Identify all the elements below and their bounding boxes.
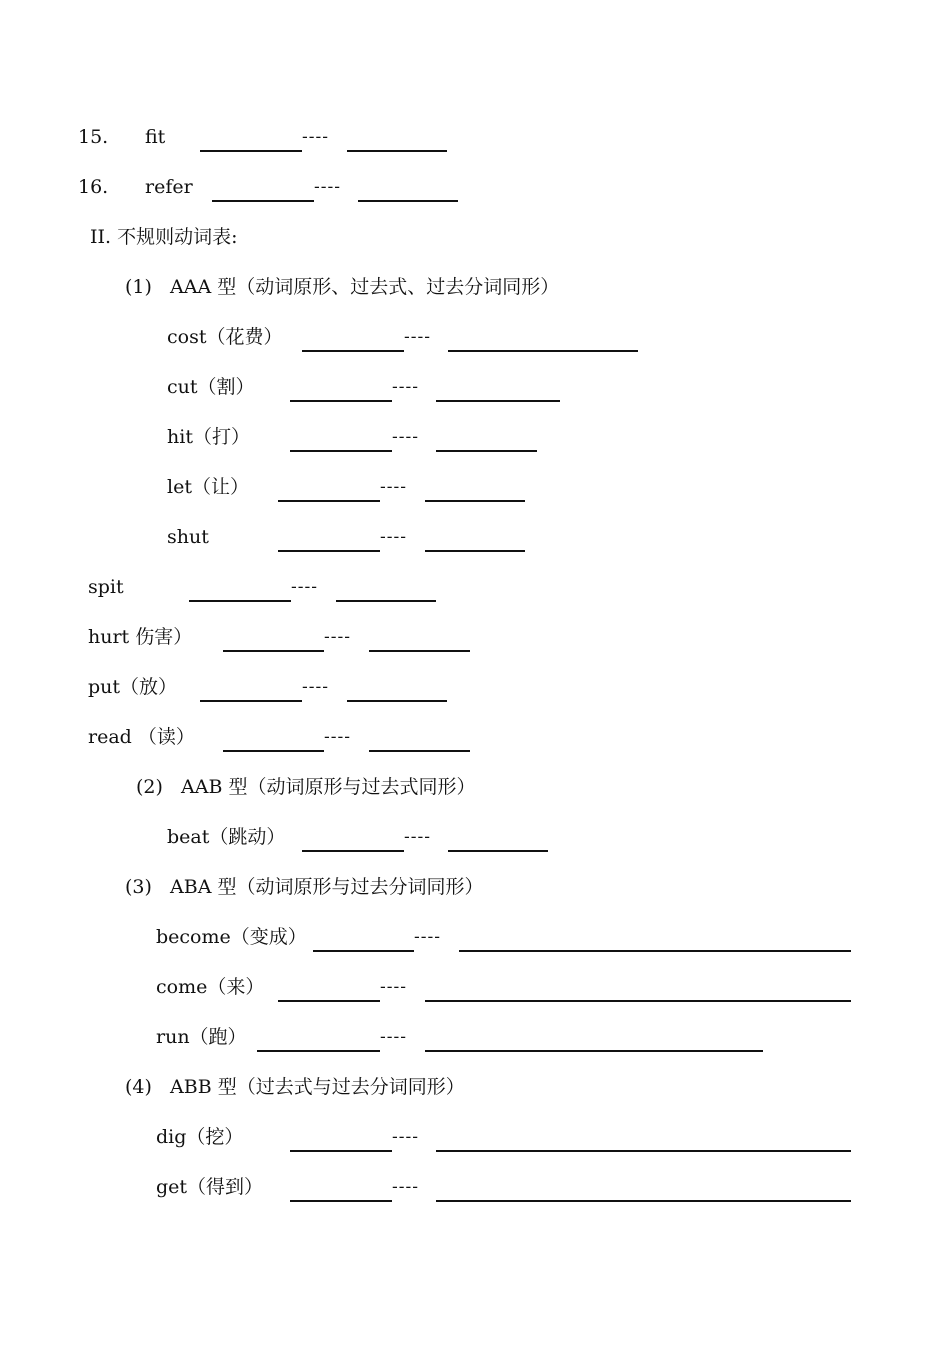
answer-blank-participle[interactable] <box>436 1200 851 1202</box>
verb-row-shut <box>0 522 950 552</box>
answer-blank-past[interactable] <box>223 750 324 752</box>
verb-word: hit（打） <box>167 426 250 448</box>
separator-dash: ---- <box>404 327 431 347</box>
answer-blank-past[interactable] <box>257 1050 380 1052</box>
group-heading-abb: (4) ABB 型（过去式与过去分词同形） <box>125 1076 465 1098</box>
verb-word: read （读） <box>88 726 195 748</box>
answer-blank-participle[interactable] <box>425 500 525 502</box>
verb-word: come（来） <box>156 976 265 998</box>
answer-blank-participle[interactable] <box>336 600 436 602</box>
answer-blank-participle[interactable] <box>436 1150 851 1152</box>
item-word: refer <box>145 176 193 198</box>
verb-row-cost <box>0 322 950 352</box>
verb-row-come <box>0 972 950 1002</box>
separator-dash: ---- <box>302 677 329 697</box>
separator-dash: ---- <box>324 727 351 747</box>
group-heading-aab: (2) AAB 型（动词原形与过去式同形） <box>136 776 476 798</box>
exercise-row-15 <box>0 122 950 152</box>
verb-word: become（变成） <box>156 926 307 948</box>
answer-blank-participle[interactable] <box>425 1050 763 1052</box>
group-heading-aaa: (1) AAA 型（动词原形、过去式、过去分词同形） <box>125 276 560 298</box>
section-heading: II. 不规则动词表: <box>90 226 238 248</box>
answer-blank-past[interactable] <box>200 150 302 152</box>
verb-row-become <box>0 922 950 952</box>
group-heading-aba: (3) ABA 型（动词原形与过去分词同形） <box>125 876 484 898</box>
verb-word: dig（挖） <box>156 1126 244 1148</box>
answer-blank-participle[interactable] <box>436 450 537 452</box>
item-number: 15. <box>78 126 109 148</box>
item-number: 16. <box>78 176 109 198</box>
separator-dash: ---- <box>302 127 329 147</box>
answer-blank-past[interactable] <box>278 550 380 552</box>
item-word: fit <box>145 126 166 148</box>
answer-blank-participle[interactable] <box>347 150 447 152</box>
answer-blank-past[interactable] <box>189 600 291 602</box>
separator-dash: ---- <box>324 627 351 647</box>
separator-dash: ---- <box>404 827 431 847</box>
verb-word: cut（割） <box>167 376 255 398</box>
verb-word: spit <box>88 576 124 598</box>
separator-dash: ---- <box>314 177 341 197</box>
answer-blank-past[interactable] <box>278 500 380 502</box>
answer-blank-past[interactable] <box>212 200 314 202</box>
answer-blank-past[interactable] <box>290 1200 392 1202</box>
verb-row-hurt <box>0 622 950 652</box>
verb-row-dig <box>0 1122 950 1152</box>
separator-dash: ---- <box>380 527 407 547</box>
verb-word: hurt 伤害） <box>88 626 193 648</box>
answer-blank-past[interactable] <box>313 950 414 952</box>
answer-blank-participle[interactable] <box>448 350 638 352</box>
answer-blank-past[interactable] <box>278 1000 380 1002</box>
answer-blank-past[interactable] <box>290 450 392 452</box>
verb-word: get（得到） <box>156 1176 264 1198</box>
verb-word: run（跑） <box>156 1026 247 1048</box>
separator-dash: ---- <box>392 1127 419 1147</box>
separator-dash: ---- <box>392 377 419 397</box>
verb-row-let <box>0 472 950 502</box>
verb-word: put（放） <box>88 676 178 698</box>
answer-blank-participle[interactable] <box>358 200 458 202</box>
separator-dash: ---- <box>380 1027 407 1047</box>
separator-dash: ---- <box>380 977 407 997</box>
answer-blank-past[interactable] <box>290 1150 392 1152</box>
verb-row-cut <box>0 372 950 402</box>
answer-blank-past[interactable] <box>200 700 302 702</box>
answer-blank-participle[interactable] <box>369 650 470 652</box>
answer-blank-participle[interactable] <box>448 850 548 852</box>
verb-row-read <box>0 722 950 752</box>
verb-row-run <box>0 1022 950 1052</box>
answer-blank-past[interactable] <box>223 650 324 652</box>
answer-blank-past[interactable] <box>302 850 404 852</box>
separator-dash: ---- <box>414 927 441 947</box>
separator-dash: ---- <box>291 577 318 597</box>
answer-blank-participle[interactable] <box>436 400 560 402</box>
answer-blank-participle[interactable] <box>369 750 470 752</box>
exercise-row-16 <box>0 172 950 202</box>
verb-row-beat <box>0 822 950 852</box>
verb-word: beat（跳动） <box>167 826 286 848</box>
verb-row-spit <box>0 572 950 602</box>
answer-blank-participle[interactable] <box>425 1000 851 1002</box>
separator-dash: ---- <box>380 477 407 497</box>
verb-word: let（让） <box>167 476 249 498</box>
verb-word: shut <box>167 526 209 548</box>
answer-blank-past[interactable] <box>290 400 392 402</box>
verb-word: cost（花费） <box>167 326 283 348</box>
answer-blank-past[interactable] <box>302 350 404 352</box>
separator-dash: ---- <box>392 1177 419 1197</box>
answer-blank-participle[interactable] <box>347 700 447 702</box>
answer-blank-participle[interactable] <box>425 550 525 552</box>
answer-blank-participle[interactable] <box>459 950 851 952</box>
verb-row-get <box>0 1172 950 1202</box>
verb-row-put <box>0 672 950 702</box>
separator-dash: ---- <box>392 427 419 447</box>
verb-row-hit <box>0 422 950 452</box>
